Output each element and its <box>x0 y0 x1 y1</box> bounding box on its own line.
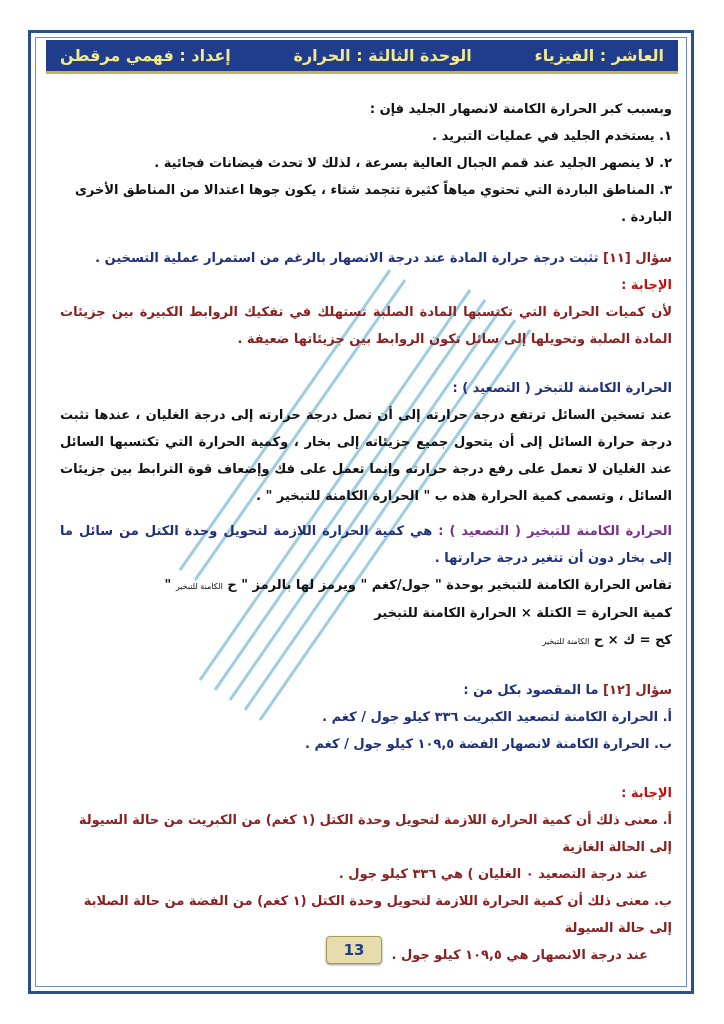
page-header <box>46 40 678 74</box>
list-item: ١. يستخدم الجليد في عمليات التبريد . <box>432 129 672 144</box>
formula-words: كمية الحرارة = الكتلة × الحرارة الكامنة للتبخير <box>374 606 672 621</box>
question-12-text: ما المقصود بكل من : <box>463 683 599 698</box>
header-unit: الوحدة الثالثة : الحرارة <box>293 46 472 65</box>
answer-12-b-line2: عند درجة الانصهار هي ١٠٩,٥ كيلو جول . <box>391 948 648 963</box>
definition-text: هي كمية الحرارة اللازمة لتحويل وحدة الكتل من سائل ما إلى بخار دون أن تتغير درجة حرارتها . <box>60 524 672 566</box>
unit-text: تقاس الحرارة الكامنة للتبخير بوحدة " جول/كغم " ويرمز لها بالرمز " ح <box>227 578 672 593</box>
section-title: الحرارة الكامنة للتبخر ( التصعيد ) : <box>452 381 672 396</box>
answer-11-text: لأن كميات الحرارة التي تكتسبها المادة الصلبة تستهلك في تفكيك الروابط الكبيرة بين جزيئات المادة الصلبة وتحويلها إلى سائل تكون الروابط بين جزيئاتها ضعيفة . <box>60 305 672 347</box>
formula-symbols <box>60 627 672 655</box>
answer-12-label: الإجابة : <box>621 786 672 801</box>
definition-term: الحرارة الكامنة للتبخير ( التصعيد ) : <box>438 524 672 539</box>
question-12 <box>60 677 672 704</box>
page-content <box>60 96 672 969</box>
answer-12-a-line1: أ. معنى ذلك أن كمية الحرارة اللازمة لتحويل وحدة الكتل (١ كغم) من الكبريت من حالة السيولة إلى الحالة الغازية <box>78 813 672 855</box>
question-11 <box>60 245 672 272</box>
answer-12-a-line2: عند درجة التصعيد ٠ الغليان ) هي ٣٣٦ كيلو جول . <box>338 867 648 882</box>
unit-subscript: الكامنة للتبخير <box>175 582 223 591</box>
unit-end: " <box>164 578 172 593</box>
list-item: ٣. المناطق الباردة التي تحتوي مياهاً كثيرة تتجمد شتاء ، يكون جوها اعتدالا من المناطق الأخرى الباردة . <box>75 183 672 225</box>
page-number: 13 <box>326 936 382 964</box>
definition <box>60 518 672 572</box>
unit-line <box>60 572 672 600</box>
answer-12-b-line1: ب. معنى ذلك أن كمية الحرارة اللازمة لتحويل وحدة الكتل (١ كغم) من الفضة من حالة الصلابة إلى حالة السيولة <box>83 894 672 936</box>
intro-line: وبسبب كبر الحرارة الكامنة لانصهار الجليد فإن : <box>369 102 672 117</box>
list-item: ٢. لا ينصهر الجليد عند قمم الجبال العالية بسرعة ، لذلك لا تحدث فيضانات فجائية . <box>154 156 672 171</box>
formula-subscript: الكامنة للتبخير <box>542 637 590 646</box>
question-12-item: ب. الحرارة الكامنة لانصهار الفضة ١٠٩,٥ كيلو جول / كغم . <box>305 737 672 752</box>
question-11-label: سؤال [١١] <box>603 251 672 266</box>
formula-symbols-text: كح = ك × ح <box>593 633 672 648</box>
question-11-text: تثبت درجة حرارة المادة عند درجة الانصهار بالرغم من استمرار عملية التسخين . <box>95 251 599 266</box>
answer-11-label: الإجابة : <box>621 278 672 293</box>
header-author: إعداد : فهمي مرقطن <box>60 46 231 65</box>
question-12-item: أ. الحرارة الكامنة لتصعيد الكبريت ٣٣٦ كيلو جول / كغم . <box>322 710 672 725</box>
header-subject: العاشر : الفيزياء <box>534 46 664 65</box>
question-12-label: سؤال [١٢] <box>603 683 672 698</box>
section-body: عند تسخين السائل ترتفع درجة حرارته إلى أن تصل درجة حرارته إلى درجة الغليان ، عندها تثبت درجة حرارة السائل إلى أن يتحول جميع جزيئاته إلى بخار ، وكمية الحرارة التي تكتسبها السائل عند الغليان لا تعمل على رفع درجة حرارته وإنما تعمل على فك وإضعاف قوة الترابط بين جزيئات السائل ، وتسمى كمية الحرارة هذه ب " الحرارة الكامنة للتبخير " . <box>60 408 672 504</box>
